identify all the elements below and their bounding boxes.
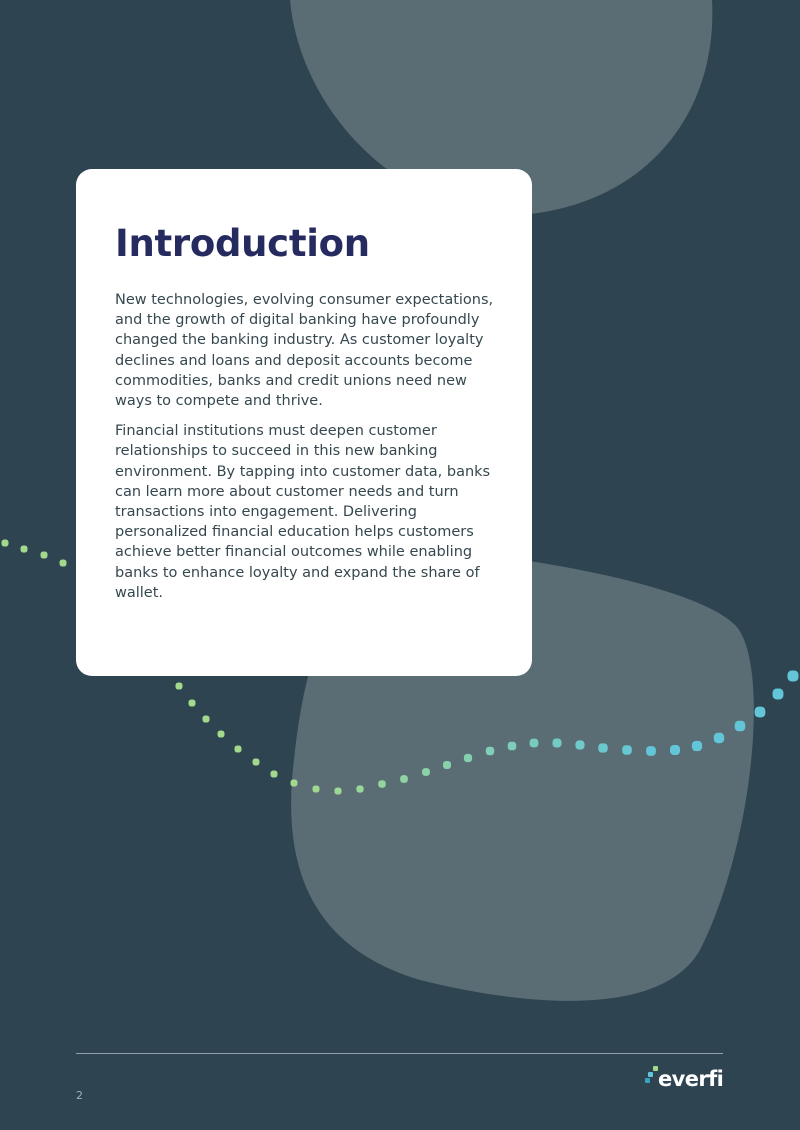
logo-wordmark: everfi <box>658 1067 724 1091</box>
wave-dot <box>670 745 680 755</box>
wave-dot <box>253 759 260 766</box>
page-number: 2 <box>76 1089 83 1102</box>
wave-dot <box>313 786 320 793</box>
wave-dot <box>203 716 210 723</box>
wave-dot <box>60 560 67 567</box>
wave-dot <box>189 700 196 707</box>
wave-dot <box>787 670 798 681</box>
wave-dot <box>553 739 562 748</box>
wave-dot <box>575 740 584 749</box>
wave-dot <box>692 741 702 751</box>
wave-dot <box>464 754 472 762</box>
wave-dot <box>735 721 746 732</box>
page-title: Introduction <box>115 222 370 265</box>
wave-dot <box>291 780 298 787</box>
wave-dot <box>2 540 9 547</box>
wave-dot <box>486 747 494 755</box>
wave-dot <box>41 552 48 559</box>
everfi-logo <box>645 1063 727 1093</box>
wave-dot <box>773 689 784 700</box>
wave-dot <box>21 546 28 553</box>
wave-dot <box>176 683 183 690</box>
wave-dot <box>714 733 724 743</box>
wave-dot <box>755 707 766 718</box>
wave-dot <box>356 785 363 792</box>
wave-dot <box>530 739 539 748</box>
wave-dot <box>334 787 341 794</box>
intro-paragraph-1: New technologies, evolving consumer expectations, and the growth of digital banking have profoundly changed the banking industry. As customer loyalty declines and loans and deposit accounts become commodities, banks and credit unions need new ways to compete and thrive. <box>115 292 494 410</box>
wave-dot <box>271 771 278 778</box>
wave-dot <box>646 746 656 756</box>
wave-dot <box>218 731 225 738</box>
wave-dot <box>422 768 430 776</box>
wave-dot <box>508 742 517 751</box>
wave-dot <box>400 775 408 783</box>
introduction-card <box>76 169 532 676</box>
wave-dot <box>622 745 632 755</box>
footer-divider <box>76 1053 723 1054</box>
wave-dot <box>378 780 385 787</box>
wave-dot <box>598 743 607 752</box>
wave-dot <box>235 746 242 753</box>
wave-dot <box>443 761 451 769</box>
intro-paragraph-2: Financial institutions must deepen customer relationships to succeed in this new banking environment. By tapping into customer data, banks can learn more about customer needs and turn transactions into engagement. Delivering personalized financial education helps customers achieve better financial outcomes while enabling banks to enhance loyalty and expand the share of wallet. <box>115 423 491 601</box>
